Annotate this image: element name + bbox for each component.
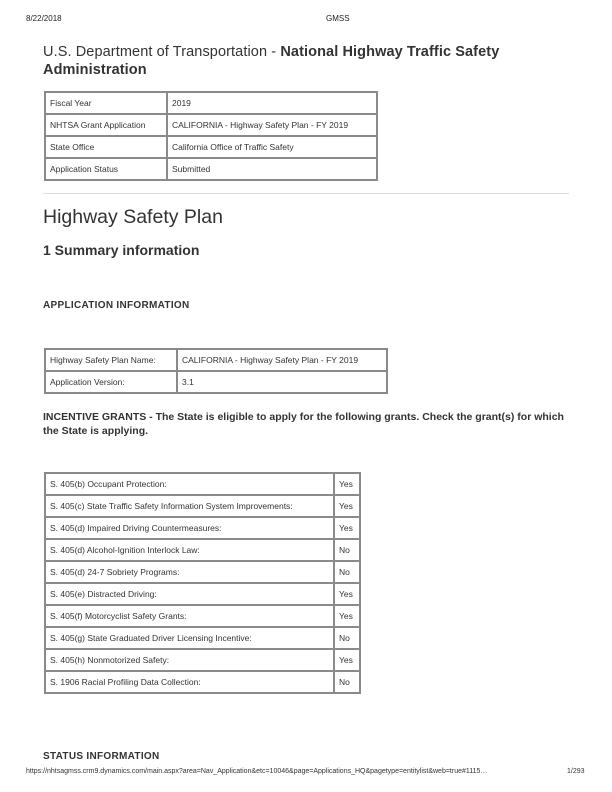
app-info-value: 3.1	[177, 371, 387, 393]
plan-title: Highway Safety Plan	[43, 206, 223, 228]
table-row	[45, 627, 360, 649]
grant-label: S. 405(f) Motorcyclist Safety Grants:	[45, 605, 334, 627]
meta-label: Fiscal Year	[45, 92, 167, 114]
print-page-title: GMSS	[326, 14, 350, 23]
grant-label: S. 405(e) Distracted Driving:	[45, 583, 334, 605]
application-information-heading: APPLICATION INFORMATION	[43, 300, 190, 311]
table-row	[45, 495, 360, 517]
footer-url: https://nhtsagmss.crm9.dynamics.com/main.aspx?area=Nav_Application&etc=10046&page=Applications_HQ&pagetype=entitylist&web=true#1115…	[26, 768, 488, 775]
grant-label: S. 405(c) State Traffic Safety Information System Improvements:	[45, 495, 334, 517]
table-row	[45, 671, 360, 693]
grant-value: Yes	[334, 495, 360, 517]
footer-page-number: 1/293	[567, 768, 585, 775]
grant-label: S. 405(d) Alcohol-Ignition Interlock Law:	[45, 539, 334, 561]
meta-value: Submitted	[167, 158, 377, 180]
grant-value: Yes	[334, 517, 360, 539]
table-row	[45, 473, 360, 495]
section-title: 1 Summary information	[43, 242, 200, 258]
table-row	[45, 158, 377, 180]
app-info-label: Application Version:	[45, 371, 177, 393]
table-row	[45, 605, 360, 627]
app-info-label: Highway Safety Plan Name:	[45, 349, 177, 371]
table-row	[45, 649, 360, 671]
department-prefix: U.S. Department of Transportation -	[43, 44, 281, 60]
department-heading	[43, 43, 563, 79]
table-row	[45, 517, 360, 539]
grant-value: Yes	[334, 473, 360, 495]
grant-label: S. 405(g) State Graduated Driver Licensing Incentive:	[45, 627, 334, 649]
meta-label: State Office	[45, 136, 167, 158]
meta-label: Application Status	[45, 158, 167, 180]
table-row	[45, 92, 377, 114]
table-row	[45, 371, 387, 393]
application-info-table	[44, 348, 388, 394]
table-row	[45, 561, 360, 583]
table-row	[45, 349, 387, 371]
grant-value: No	[334, 539, 360, 561]
meta-value: 2019	[167, 92, 377, 114]
status-information-heading: STATUS INFORMATION	[43, 751, 160, 762]
grant-value: No	[334, 561, 360, 583]
grant-value: Yes	[334, 605, 360, 627]
table-row	[45, 136, 377, 158]
incentive-grants-text: INCENTIVE GRANTS - The State is eligible to apply for the following grants. Check the grant(s) for which the State is applying.	[43, 411, 564, 437]
table-row	[45, 583, 360, 605]
incentive-grants-table	[44, 472, 361, 694]
grant-label: S. 405(b) Occupant Protection:	[45, 473, 334, 495]
print-date: 8/22/2018	[26, 14, 62, 23]
meta-label: NHTSA Grant Application	[45, 114, 167, 136]
meta-value: CALIFORNIA - Highway Safety Plan - FY 2019	[167, 114, 377, 136]
grant-value: Yes	[334, 649, 360, 671]
grant-label: S. 1906 Racial Profiling Data Collection:	[45, 671, 334, 693]
grant-value: No	[334, 671, 360, 693]
table-row	[45, 539, 360, 561]
grant-label: S. 405(d) Impaired Driving Countermeasures:	[45, 517, 334, 539]
meta-value: California Office of Traffic Safety	[167, 136, 377, 158]
table-row	[45, 114, 377, 136]
grant-label: S. 405(h) Nonmotorized Safety:	[45, 649, 334, 671]
application-meta-table	[44, 91, 378, 181]
grant-value: Yes	[334, 583, 360, 605]
divider	[43, 193, 569, 194]
department-agency: National Highway Traffic Safety Administration	[43, 44, 500, 78]
grant-value: No	[334, 627, 360, 649]
app-info-value: CALIFORNIA - Highway Safety Plan - FY 2019	[177, 349, 387, 371]
grant-label: S. 405(d) 24-7 Sobriety Programs:	[45, 561, 334, 583]
